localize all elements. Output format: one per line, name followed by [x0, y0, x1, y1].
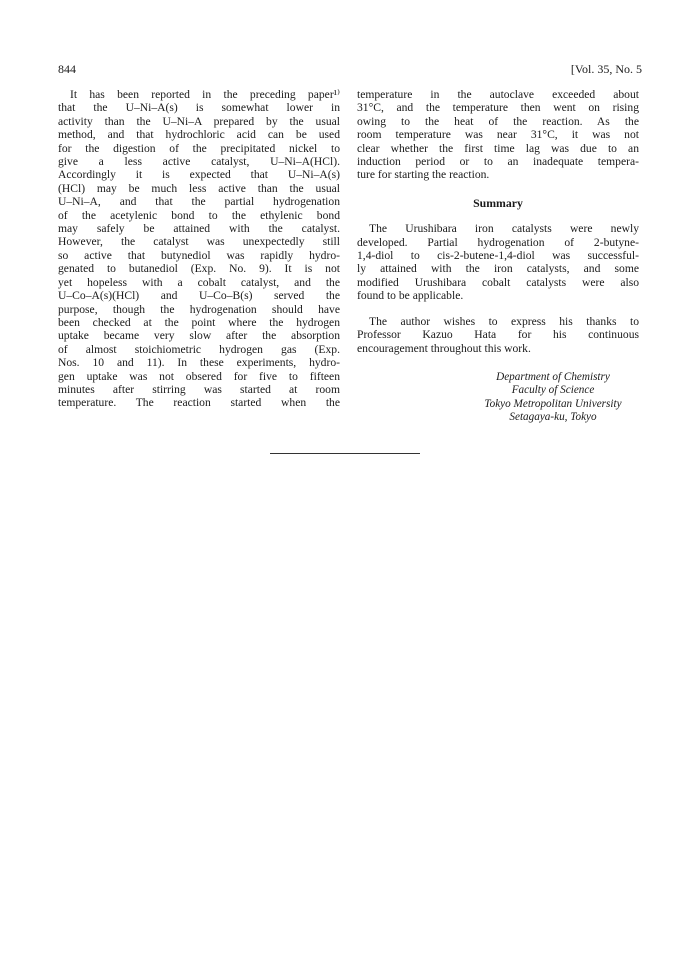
text-line: purpose, though the hydrogenation should have [58, 302, 340, 316]
text-line: of the acetylenic bond to the ethylenic bond [58, 208, 340, 222]
text-line: found to be applicable. [357, 289, 464, 303]
left-column [58, 88, 340, 410]
text-line: uptake became very slow after the absorption [58, 329, 340, 343]
text-line: owing to the heat of the reaction. As the [357, 114, 639, 128]
text-line: 1,4-diol to cis-2-butene-1,4-diol was successful- [357, 249, 639, 263]
text-line: Nos. 10 and 11). In these experiments, hydro- [58, 356, 340, 370]
text-line: temperature. The reaction started when the [58, 396, 340, 410]
right-column [357, 88, 639, 425]
address-line: Department of Chemistry [496, 370, 610, 383]
text-line: that the U–Ni–A(s) is somewhat lower in [58, 101, 340, 115]
text-line: induction period or to an inadequate tempera- [357, 155, 639, 169]
text-line: of almost stoichiometric hydrogen gas (Exp. [58, 342, 340, 356]
text-line: give a less active catalyst, U–Ni–A(HCl). [58, 155, 340, 169]
author-address [357, 371, 639, 425]
address-line: Tokyo Metropolitan University [484, 397, 622, 410]
text-line: U–Ni–A, and that the partial hydrogenation [58, 195, 340, 209]
text-line: ture for starting the reaction. [357, 168, 490, 182]
text-line: The author wishes to express his thanks to [369, 314, 639, 328]
text-line: so active that butynediol was rapidly hydro- [58, 248, 340, 262]
text-line: Professor Kazuo Hata for his continuous [357, 328, 639, 342]
text-line: genated to butanediol (Exp. No. 9). It is not [58, 262, 340, 276]
text-line: clear whether the first time lag was due to an [357, 141, 639, 155]
text-line: activity than the U–Ni–A prepared by the usual [58, 114, 340, 128]
text-line: (HCl) may be much less active than the usual [58, 181, 340, 195]
text-line: been checked at the point where the hydrogen [58, 315, 340, 329]
acknowledgement-paragraph [357, 315, 639, 355]
body-paragraph [357, 88, 639, 182]
text-line: ly attained with the iron catalysts, and some [357, 262, 639, 276]
text-line: U–Co–A(s)(HCl) and U–Co–B(s) served the [58, 289, 340, 303]
text-line: for the digestion of the precipitated nickel to [58, 141, 340, 155]
text-line: may safely be attained with the catalyst. [58, 222, 340, 236]
end-rule [270, 453, 420, 454]
spacer [357, 303, 639, 315]
text-line: minutes after stirring was started at room [58, 382, 340, 396]
text-line: room temperature was near 31°C, it was not [357, 128, 639, 142]
body-paragraph [58, 88, 340, 410]
text-line: temperature in the autoclave exceeded about [357, 88, 639, 101]
text-line: developed. Partial hydrogenation of 2-butyne- [357, 235, 639, 249]
text-line: encouragement throughout this work. [357, 341, 531, 355]
text-line: modified Urushibara cobalt catalysts were also [357, 275, 639, 289]
text-line: However, the catalyst was unexpectedly still [58, 235, 340, 249]
summary-heading: Summary [473, 195, 523, 210]
address-line: Setagaya-ku, Tokyo [509, 411, 597, 424]
address-line: Faculty of Science [511, 384, 595, 397]
page-number: 844 [58, 62, 76, 76]
text-line: 31°C, and the temperature then went on rising [357, 101, 639, 115]
text-line: yet hopeless with a cobalt catalyst, and the [58, 275, 340, 289]
text-line: The Urushibara iron catalysts were newly [369, 222, 639, 236]
volume-info: [Vol. 35, No. 5 [570, 62, 642, 76]
text-line: gen uptake was not obsered for five to fifteen [58, 369, 340, 383]
text-line: It has been reported in the preceding paper¹⁾ [70, 88, 340, 101]
summary-paragraph [357, 222, 639, 302]
text-line: method, and that hydrochloric acid can be used [58, 128, 340, 142]
text-line: Accordingly it is expected that U–Ni–A(s) [58, 168, 340, 182]
